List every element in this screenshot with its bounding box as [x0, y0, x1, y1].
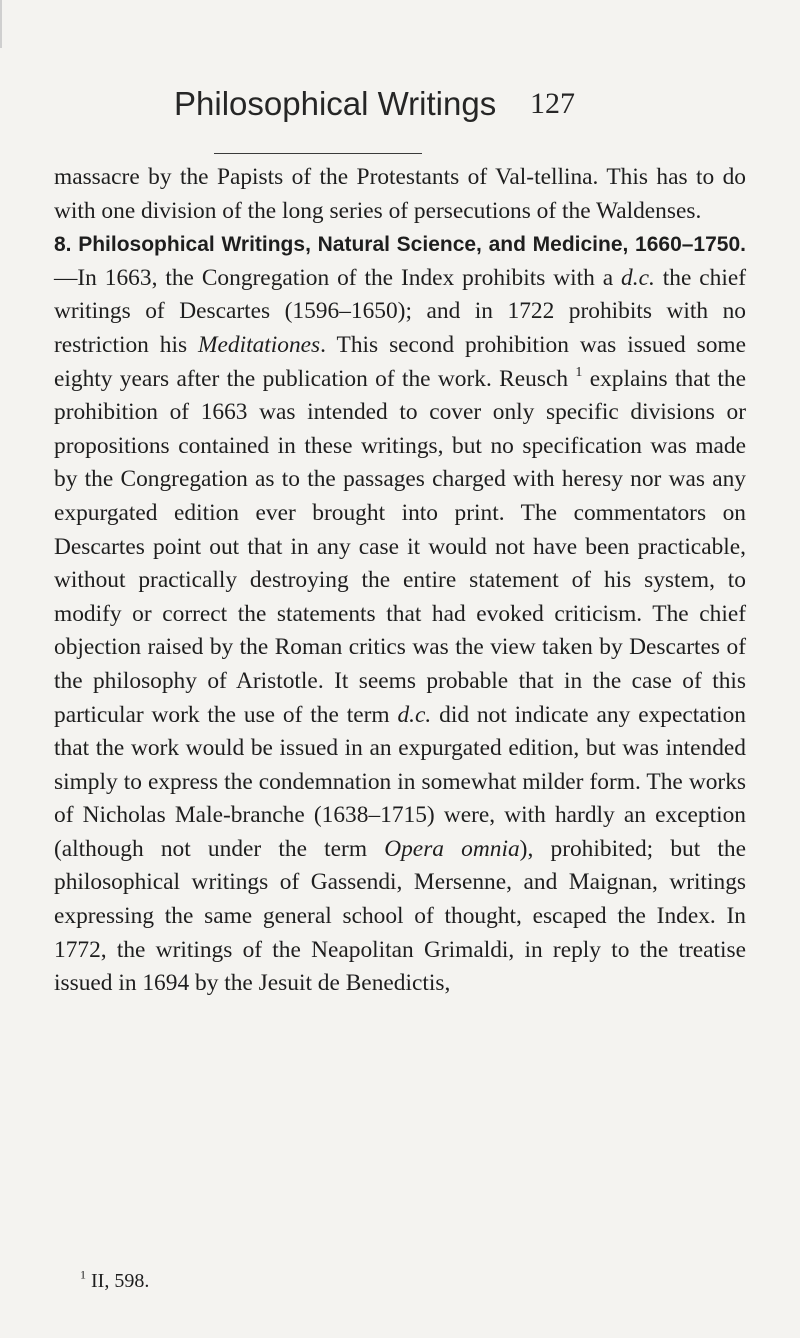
running-title: Philosophical Writings: [174, 85, 497, 122]
footnote-marker: 1: [80, 1267, 86, 1282]
paragraph-text-2: the chief writings of Descartes (1596–1650); and in 1722 prohibits with no restriction his: [54, 264, 746, 358]
paragraph-text-6: ), prohibited; but the philosophical writings of Gassendi, Mersenne, and Maignan, writings expressing the same general school of thought, escaped the Index. In 1772, the writings of the Neapolitan Grimaldi, in reply to the treatise issued in 1694 by the Jesuit de Benedictis,: [54, 835, 747, 997]
meditationes-title: Meditationes: [198, 331, 321, 358]
footnote-reference: 1: [575, 364, 583, 380]
section-paragraph: [54, 228, 746, 1001]
header-rule: [214, 153, 422, 154]
body-text: [54, 161, 746, 1001]
page-edge-line: [0, 0, 2, 48]
section-heading: 8. Philosophical Writings, Natural Science, and Medicine, 1660–1750.: [54, 233, 746, 257]
dc-term-1: d.c.: [621, 264, 655, 291]
paragraph-text-1: —In 1663, the Congregation of the Index prohibits with a: [54, 264, 622, 291]
paragraph-text-3: . This second prohibition was issued some eighty years after the publication of the work. Reusch: [54, 331, 747, 392]
opening-paragraph: [54, 161, 746, 228]
dc-term-2: d.c.: [397, 701, 432, 728]
paragraph-text-5: did not indicate any expectation that the work would be issued in an expurgated edition, but was intended simply to express the condemnation in somewhat milder form. The works of Nicholas Male-branche (1638–1715) were, with hardly an exception (although not under the term: [54, 701, 746, 862]
opening-text: massacre by the Papists of the Protestants of Val-tellina. This has to do with one division of the long series of persecutions of the Waldenses.: [54, 164, 746, 224]
page-header: [150, 84, 650, 132]
opera-omnia-term: Opera omnia: [384, 835, 520, 862]
footnote-text: II, 598.: [91, 1270, 150, 1292]
page-number: 127: [530, 87, 575, 120]
footnote: [80, 1268, 149, 1294]
paragraph-text-4: explains that the prohibition of 1663 was intended to cover only specific divisions or propositions contained in these writings, but no specification was made by the Congregation as to the passages charged with heresy nor was any expurgated edition ever brought into print. The commentators on Descartes point out that in any case it would not have been practicable, without practically destroying the entire statement of his system, to modify or correct the statements that had evoked criticism. The chief objection raised by the Roman critics was the view taken by Descartes of the philosophy of Aristotle. It seems probable that in the case of this particular work the use of the term: [54, 365, 746, 728]
